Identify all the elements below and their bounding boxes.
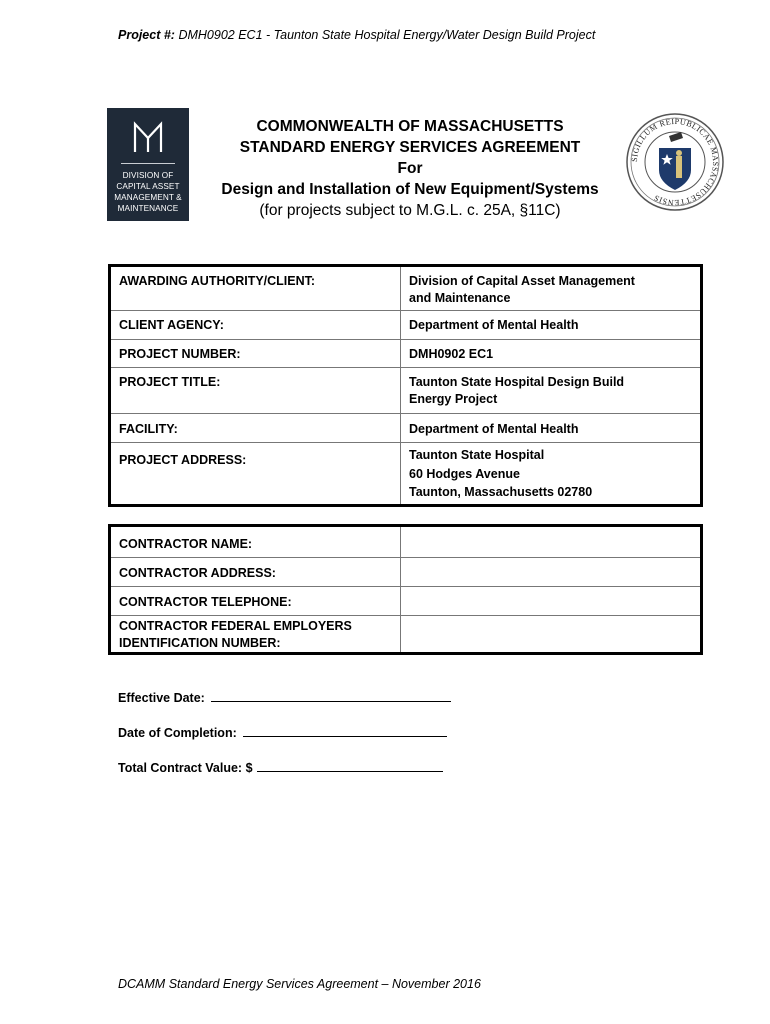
page-footer: DCAMM Standard Energy Services Agreement – November 2016 bbox=[118, 977, 481, 991]
contractor-address-field[interactable] bbox=[401, 558, 702, 587]
label-line: CONTRACTOR ADDRESS: bbox=[119, 566, 276, 580]
row-label bbox=[110, 616, 401, 654]
row-label: CLIENT AGENCY: bbox=[110, 311, 401, 340]
document-title bbox=[195, 116, 625, 221]
effective-date-field bbox=[118, 689, 451, 705]
value-line: Division of Capital Asset Management bbox=[409, 274, 635, 288]
table-row bbox=[110, 558, 702, 587]
effective-date-input[interactable] bbox=[211, 689, 451, 702]
row-label bbox=[110, 587, 401, 616]
row-value bbox=[401, 311, 702, 340]
row-value bbox=[401, 443, 702, 506]
total-contract-value-label: Total Contract Value: $ bbox=[118, 761, 253, 775]
title-line-4: Design and Installation of New Equipment/Systems bbox=[221, 181, 599, 198]
value-line: Taunton, Massachusetts 02780 bbox=[409, 485, 593, 499]
table-row bbox=[110, 368, 702, 414]
table-row bbox=[110, 340, 702, 368]
seal-ring-text: SIGILLUM REIPUBLICAE MASSACHUSETTENSIS bbox=[629, 116, 721, 208]
date-of-completion-label: Date of Completion: bbox=[118, 726, 237, 740]
table-row bbox=[110, 616, 702, 654]
row-label: PROJECT NUMBER: bbox=[110, 340, 401, 368]
table-row bbox=[110, 311, 702, 340]
title-line-3: For bbox=[397, 160, 423, 177]
dcamm-m-logo bbox=[132, 120, 164, 154]
project-number-label: Project #: bbox=[118, 28, 175, 42]
row-value bbox=[401, 266, 702, 311]
row-label: AWARDING AUTHORITY/CLIENT: bbox=[110, 266, 401, 311]
value-line: 60 Hodges Avenue bbox=[409, 466, 520, 481]
contractor-ein-field[interactable] bbox=[401, 616, 702, 654]
logo-text-line: DIVISION OF bbox=[122, 171, 174, 180]
label-line: CONTRACTOR FEDERAL EMPLOYERS bbox=[119, 619, 352, 633]
row-label: PROJECT ADDRESS: bbox=[110, 443, 401, 506]
contractor-name-field[interactable] bbox=[401, 526, 702, 558]
table-row bbox=[110, 266, 702, 311]
contractor-info-table bbox=[108, 524, 703, 655]
project-header-text: DMH0902 EC1 - Taunton State Hospital Energy/Water Design Build Project bbox=[178, 28, 596, 42]
date-of-completion-field bbox=[118, 724, 447, 740]
table-row bbox=[110, 414, 702, 443]
label-line: CONTRACTOR NAME: bbox=[119, 537, 253, 551]
contractor-telephone-field[interactable] bbox=[401, 587, 702, 616]
row-value bbox=[401, 368, 702, 414]
page-header bbox=[118, 28, 595, 42]
date-of-completion-input[interactable] bbox=[243, 724, 447, 737]
title-line-1: COMMONWEALTH OF MASSACHUSETTS bbox=[256, 118, 564, 135]
logo-divider bbox=[121, 163, 175, 164]
logo-text-line: MANAGEMENT & bbox=[114, 193, 182, 202]
table-row bbox=[110, 587, 702, 616]
total-contract-value-field bbox=[118, 759, 443, 775]
value-line: Taunton State Hospital Design Build bbox=[409, 375, 625, 389]
effective-date-label: Effective Date: bbox=[118, 691, 205, 705]
total-contract-value-input[interactable] bbox=[257, 759, 443, 772]
table-row bbox=[110, 443, 702, 506]
label-line: CONTRACTOR TELEPHONE: bbox=[119, 595, 292, 609]
row-label: FACILITY: bbox=[110, 414, 401, 443]
row-label: PROJECT TITLE: bbox=[110, 368, 401, 414]
row-value bbox=[401, 414, 702, 443]
table-row bbox=[110, 526, 702, 558]
logo-text bbox=[107, 170, 189, 214]
logo-text-line: MAINTENANCE bbox=[117, 204, 179, 213]
value-line: and Maintenance bbox=[409, 291, 511, 305]
value-line: Taunton State Hospital bbox=[409, 448, 545, 462]
title-line-2: STANDARD ENERGY SERVICES AGREEMENT bbox=[239, 139, 581, 156]
massachusetts-seal-icon bbox=[625, 112, 725, 212]
dcamm-logo bbox=[107, 108, 189, 221]
logo-text-line: CAPITAL ASSET bbox=[116, 182, 180, 191]
row-label bbox=[110, 526, 401, 558]
row-label bbox=[110, 558, 401, 587]
value-line: DMH0902 EC1 bbox=[409, 347, 494, 361]
value-line: Department of Mental Health bbox=[409, 318, 579, 332]
value-line: Department of Mental Health bbox=[409, 422, 579, 436]
title-line-5: (for projects subject to M.G.L. c. 25A, §11C) bbox=[259, 202, 561, 219]
row-value bbox=[401, 340, 702, 368]
project-info-table bbox=[108, 264, 703, 507]
label-line: IDENTIFICATION NUMBER: bbox=[119, 636, 281, 650]
value-line: Energy Project bbox=[409, 392, 498, 406]
